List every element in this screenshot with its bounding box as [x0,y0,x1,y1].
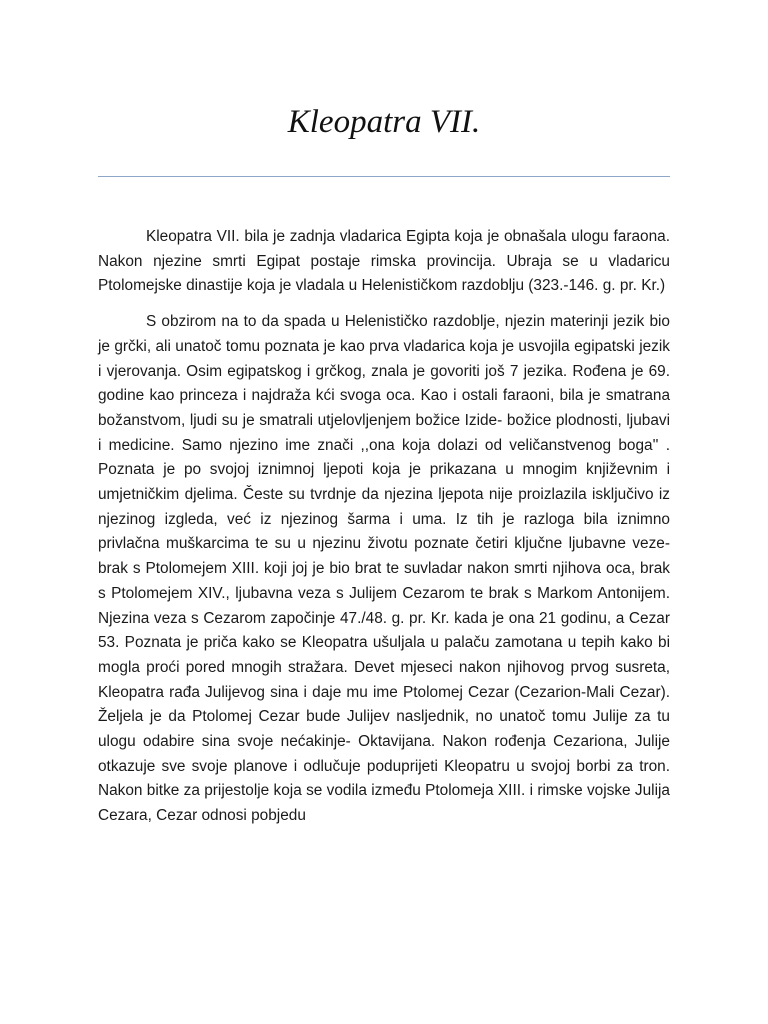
title-divider [98,176,670,177]
document-body [98,225,670,829]
document-title: Kleopatra VII. [287,104,481,140]
paragraph-1: Kleopatra VII. bila je zadnja vladarica Egipta koja je obnašala ulogu faraona. Nakon njezine smrti Egipat postaje rimska provincija. Ubraja se u vladaricu Ptolomejske dinastije koja je vladala u Helenističkom razdoblju (323.-146. g. pr. Kr.) [98,228,670,295]
paragraph-2: S obzirom na to da spada u Helenističko razdoblje, njezin materinji jezik bio je grčki, ali unatoč tomu poznata je kao prva vladarica koja je usvojila egipatski jezik i vjerovanja. Osim egipatskog i grčkog, znala je govoriti još 7 jezika. Rođena je 69. godine kao princeza i najdraža kći svoga oca. Kao i ostali faraoni, bila je smatrana božanstvom, ljudi su je smatrali utjelovljenjem božice Izide- božice plodnosti, ljubavi i medicine. Samo njezino ime znači ,,ona koja dolazi od veličanstvenog boga'' . Poznata je po svojoj iznimnoj ljepoti koja je prikazana u mnogim književnim i umjetničkim djelima. Česte su tvrdnje da njezina ljepota nije proizlazila isključivo iz njezinog izgleda, već iz njezinog šarma i uma. Iz tih je razloga bila iznimno privlačna muškarcima te su u njezinu životu poznate četiri ključne ljubavne veze- brak s Ptolomejem XIII. koji joj je bio brat te suvladar nakon smrti njihova oca, brak s Ptolomejem XIV., ljubavna veza s Julijem Cezarom te brak s Markom Antonijem. Njezina veza s Cezarom započinje 47./48. g. pr. Kr. kada je ona 21 godinu, a Cezar 53. Poznata je priča kako se Kleopatra ušuljala u palaču zamotana u tepih kako bi mogla proći pored mnogih stražara. Devet mjeseci nakon njihovog prvog susreta, Kleopatra rađa Julijevog sina i daje mu ime Ptolomej Cezar (Cezarion-Mali Cezar). Željela je da Ptolomej Cezar bude Julijev nasljednik, no unatoč tomu Julije za tu ulogu odabire sina svoje nećakinje- Oktavijana. Nakon rođenja Cezariona, Julije otkazuje sve svoje planove i odlučuje poduprijeti Kleopatru u svojoj borbi za tron. Nakon bitke za prijestolje koja se vodila između Ptolomeja XIII. i rimske vojske Julija Cezara, Cezar odnosi pobjedu [98,313,670,825]
